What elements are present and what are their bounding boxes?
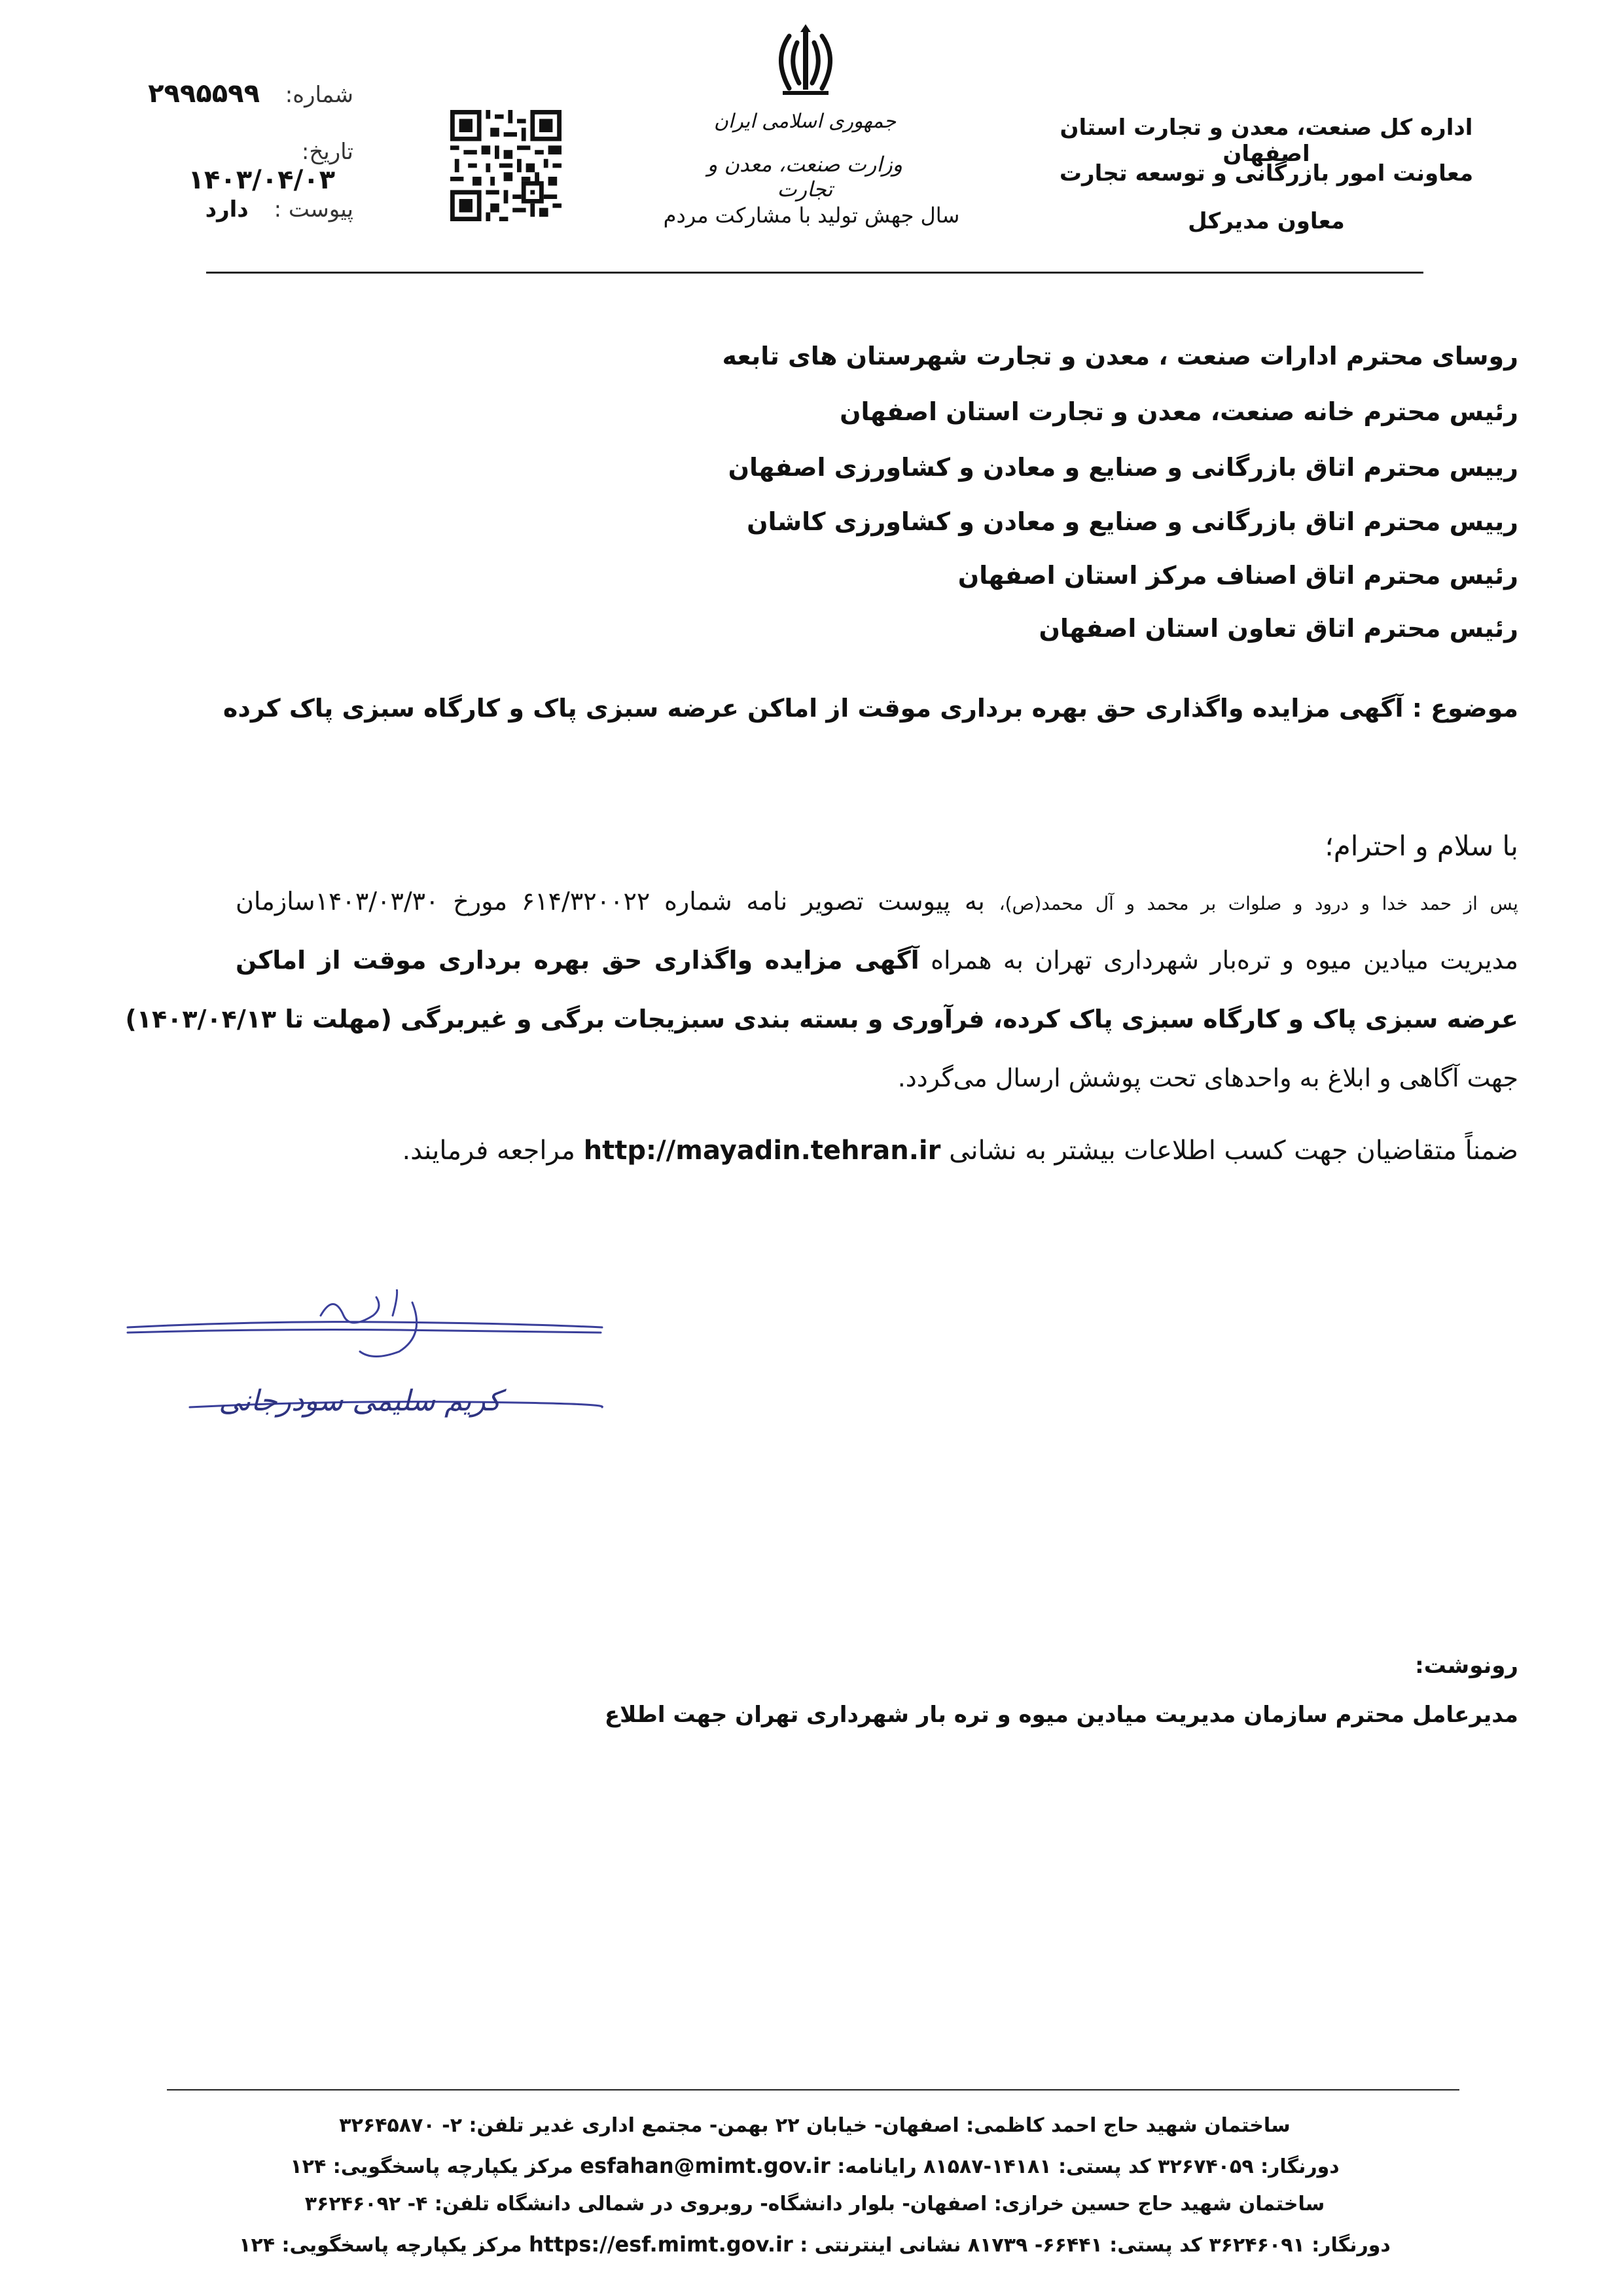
body-line-2-bold: آگهی مزایده واگذاری حق بهره برداری موقت از اماکن: [236, 946, 919, 975]
addressee-item: روسای محترم ادارات صنعت ، معدن و تجارت شهرستان های تابعه: [722, 342, 1518, 370]
addressee-item: رئیس محترم اتاق اصناف مرکز استان اصفهان: [957, 561, 1518, 590]
letter-number-value: ۲۹۹۵۵۹۹: [148, 79, 260, 109]
signatory-name: کریم سلیمی سودرجانی: [219, 1384, 501, 1418]
iran-emblem-icon: [770, 23, 842, 101]
letter-attachment-row: [131, 196, 353, 223]
body-line-1: [236, 887, 1518, 916]
body-line-5-text: ضمناً متقاضیان جهت کسب اطلاعات بیشتر به نشانی: [949, 1136, 1518, 1166]
body-line-4: جهت آگاهی و ابلاغ به واحدهای تحت پوشش ارسال می‌گردد.: [897, 1064, 1518, 1092]
subject-text: آگهی مزایده واگذاری حق بهره برداری موقت از اماکن عرضه سبزی پاک و کارگاه سبزی پاک کرده: [223, 694, 1404, 723]
body-line-5-end: مراجعه فرمایند.: [402, 1136, 575, 1166]
footer-contact-1: [151, 2153, 1479, 2178]
header-divider: [206, 272, 1423, 274]
emblem-caption-line1: جمهوری اسلامی ایران: [713, 110, 897, 133]
subject-label: موضوع :: [1412, 694, 1518, 723]
addressee-item: رییس محترم اتاق بازرگانی و صنایع و معادن و کشاورزی اصفهان: [728, 453, 1518, 482]
org-name-line2: معاونت امور بازرگانی و توسعه تجارت: [1059, 160, 1474, 187]
letter-number-label: شماره:: [285, 82, 353, 108]
footer-divider: [167, 2089, 1459, 2090]
footer-contact-2-text: دورنگار: ۳۶۲۴۶۰۹۱ کد پستی: ۶۶۴۴۱- ۸۱۷۳۹ نشانی اینترنتی :: [800, 2234, 1391, 2257]
cc-recipient: مدیرعامل محترم سازمان مدیریت میادین میوه و تره بار شهرداری تهران جهت اطلاع: [604, 1702, 1518, 1728]
letter-number-row: [131, 79, 353, 109]
addressee-item: رئیس محترم اتاق تعاون استان اصفهان: [1039, 614, 1518, 643]
letter-date-value: ۱۴۰۳/۰۴/۰۳: [188, 165, 335, 195]
emblem-caption-line2: وزارت صنعت، معدن و تجارت: [707, 152, 903, 202]
footer-address-1: ساختمان شهید حاج احمد کاظمی: اصفهان- خیابان ۲۲ بهمن- مجتمع اداری غدیر تلفن: ۲- ۳۲۶۴۵۸۷۰: [339, 2114, 1291, 2137]
body-line-1-text: به پیوست تصویر نامه شماره ۶۱۴/۳۲۰۰۲۲ مورخ ۱۴۰۳/۰۳/۳۰سازمان: [236, 887, 985, 916]
footer-email-link[interactable]: esfahan@mimt.gov.ir: [580, 2153, 830, 2178]
letter-date-label: تاریخ:: [301, 139, 353, 165]
footer-website-link[interactable]: https://esf.mimt.gov.ir: [529, 2232, 793, 2257]
letter-attachment-label: پیوست :: [274, 196, 353, 223]
letter-attachment-value: دارد: [205, 196, 249, 223]
qr-code-icon: [450, 110, 562, 221]
addressee-item: رییس محترم اتاق بازرگانی و صنایع و معادن و کشاورزی کاشان: [747, 507, 1518, 536]
org-name-line3: معاون مدیرکل: [1188, 208, 1345, 234]
subject-line: [223, 694, 1518, 723]
mayadin-link[interactable]: http://mayadin.tehran.ir: [583, 1136, 941, 1166]
footer-address-2: ساختمان شهید حاج حسین خرازی: اصفهان- بلوار دانشگاه- روبروی در شمالی دانشگاه تلفن: ۴- ۳۶۲۴۶۰۹۲: [304, 2193, 1325, 2215]
body-line-3: عرضه سبزی پاک و کارگاه سبزی پاک کرده، فرآوری و بسته بندی سبزیجات برگی و غیربرگی (مهلت تا ۱۴۰۳/۰۴/۱۳): [125, 1005, 1518, 1033]
footer-contact-1-end: مرکز یکپارچه پاسخگویی: ۱۲۴: [290, 2155, 573, 2178]
body-line-5: [402, 1136, 1518, 1166]
footer-contact-2-end: مرکز یکپارچه پاسخگویی: ۱۲۴: [239, 2234, 522, 2257]
year-slogan: سال جهش تولید با مشارکت مردم: [663, 203, 960, 228]
body-line-2: [236, 946, 1518, 975]
cc-label: رونوشت:: [1415, 1653, 1518, 1679]
footer-contact-2: [151, 2232, 1479, 2257]
greeting: با سلام و احترام؛: [1325, 830, 1518, 862]
org-name-line1: اداره کل صنعت، معدن و تجارت استان اصفهان: [1060, 115, 1473, 167]
body-line-2-text: مدیریت میادین میوه و تره‌بار شهرداری تهران به همراه: [931, 946, 1519, 975]
footer-contact-1-text: دورنگار: ۳۲۶۷۴۰۵۹ کد پستی: ۱۴۱۸۱-۸۱۵۸۷ رایانامه:: [837, 2155, 1340, 2178]
salutation: پس از حمد خدا و درود و صلوات بر محمد و آل محمد(ص)،: [999, 893, 1518, 914]
addressee-item: رئیس محترم خانه صنعت، معدن و تجارت استان اصفهان: [840, 397, 1518, 426]
letter-date-row: [131, 139, 353, 195]
